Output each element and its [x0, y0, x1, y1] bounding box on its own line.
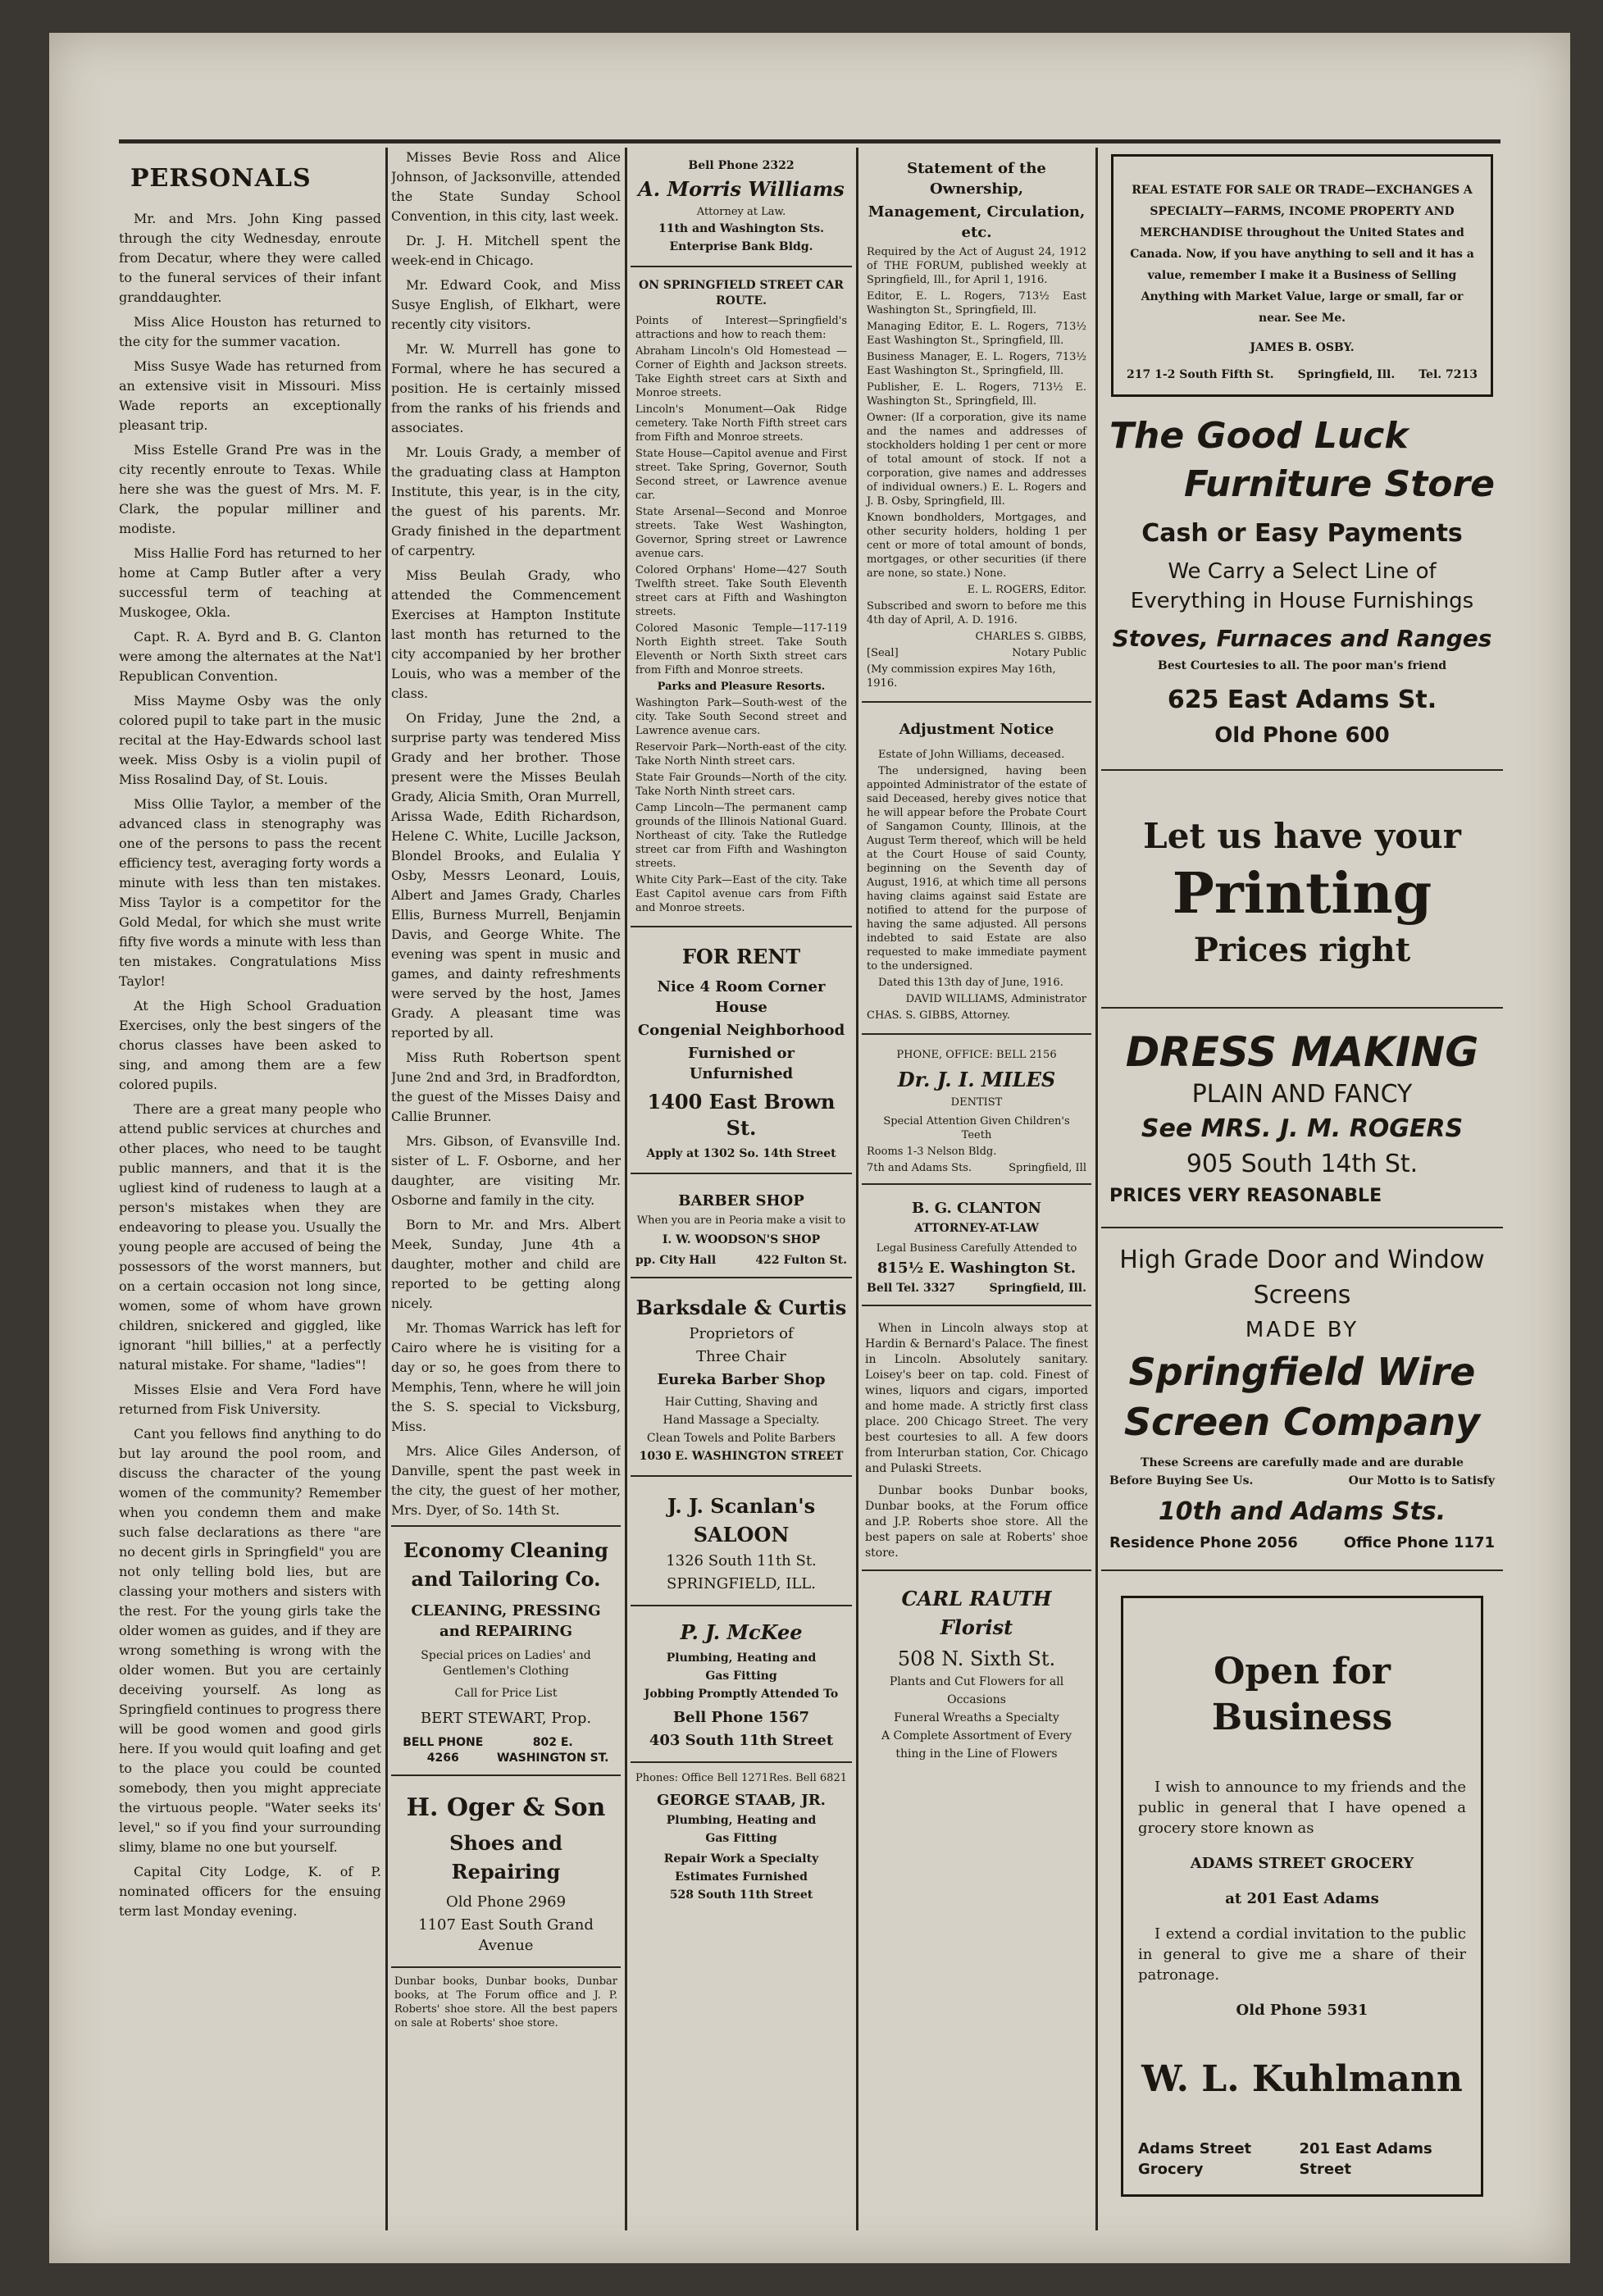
grocery-ad: [1121, 1596, 1483, 2197]
paragraph: Mr. Edward Cook, and Miss Susye English, of Elkhart, were recently city visitors.: [391, 277, 621, 332]
ad-line: Plumbing, Heating and: [666, 1651, 817, 1665]
ad-line: 11th and Washington Sts.: [658, 222, 825, 235]
ad-line: Best Courtesies to all. The poor man's friend: [1157, 659, 1447, 672]
ad-title: Barksdale & Curtis: [635, 1296, 847, 1319]
ad-title: GEORGE STAAB, JR.: [657, 1792, 826, 1809]
ad-line: Jobbing Promptly Attended To: [644, 1688, 839, 1701]
notice-body: The undersigned, having been appointed Administrator of the estate of said Deceased, hereby gives notice that he will appear before the Probate Court of Sangamon County, Illinois, at the August Term thereof, which will be held at the Court House of said County, beginning on the Seventh day of August, 1916, at which time all persons having claims against said Estate are notified to attend for the purpose of having the same adjusted. All persons indebted to said Estate are also requested to make immediate payment to the undersigned.: [867, 765, 1086, 973]
paragraph: Mr. and Mrs. John King passed through the city Wednesday, enroute from Decatur, where they were called to the funeral services of their infant granddaughter.: [119, 211, 381, 305]
paragraph: State Arsenal—Second and Monroe streets. Take West Washington, Governor, Spring street or Lawrence avenue cars.: [635, 506, 847, 560]
williams-attorney-ad: [631, 148, 852, 267]
ad-line: Our Motto is to Satisfy: [1348, 1474, 1495, 1487]
paragraph: Lincoln's Monument—Oak Ridge cemetery. Take North Fifth street cars from Fifth and Monroe streets.: [635, 403, 847, 444]
ad-line: Springfield, Ill.: [1297, 368, 1396, 381]
ad-title: Open for Business: [1211, 1651, 1393, 1738]
ad-phone: Old Phone 2969: [445, 1893, 567, 1911]
ad-phone: Old Phone 600: [1214, 723, 1390, 748]
paragraph: Publisher, E. L. Rogers, 713½ E. Washington St., Springfield, Ill.: [867, 381, 1086, 408]
statement-expires: (My commission expires May 16th, 1916.: [867, 663, 1056, 690]
ad-title: P. J. McKee: [680, 1620, 803, 1644]
ad-line: ATTORNEY-AT-LAW: [914, 1222, 1039, 1235]
notice-title: Adjustment Notice: [899, 721, 1054, 738]
notice-line: DAVID WILLIAMS, Administrator: [905, 993, 1086, 1005]
ad-phone: Bell Tel. 3327: [867, 1282, 956, 1295]
ad-phone: Bell Phone 1567: [672, 1709, 810, 1726]
for-rent-ad: [631, 927, 852, 1174]
paragraph: Business Manager, E. L. Rogers, 713½ East Washington St., Springfield, Ill.: [867, 351, 1086, 377]
paragraph: There are a great many people who attend public services at churches and other places, who need to be taught public manners, and that it is the ugliest kind of rudeness to laugh at a person's mistakes when they are endeavoring to please you. Usually the young people are accused of being the possessors of the worst manners, but on a certain occasion not long since, women, some of whom have grown children, snickered and giggled, like ignorant "hill billies," at a perfectly natural mistake. For shame, "ladies"!: [119, 1101, 381, 1373]
ad-line: PRICES VERY REASONABLE: [1109, 1186, 1382, 1206]
wire-screen-ad: [1101, 1228, 1503, 1571]
ad-line: I wish to announce to my friends and the public in general that I have opened a grocery store known as: [1138, 1779, 1466, 1837]
ad-line: Legal Business Carefully Attended to: [876, 1242, 1077, 1255]
ad-line: Clean Towels and Polite Barbers: [646, 1432, 836, 1445]
statement-title: Statement of the Ownership,: [907, 160, 1046, 198]
paragraph: Misses Bevie Ross and Alice Johnson, of Jacksonville, attended the State Sunday School Convention, in this city, last week.: [391, 149, 621, 224]
ad-phone: Res. Bell 6821: [768, 1772, 847, 1784]
paragraph: Owner: (If a corporation, give its name and the names and addresses of stockholders holding 1 per cent or more of total amount of stock. If not a corporation, give names and addresses of individual owners.) E. L. Rogers and J. B. Osby, Springfield, Ill.: [867, 412, 1086, 508]
ad-line: Attorney at Law.: [696, 206, 786, 218]
ad-address: 1326 South 11th St.: [666, 1552, 817, 1569]
paragraph: Miss Estelle Grand Pre was in the city recently enroute to Texas. While here she was the guest of Mrs. M. F. Clark, the popular milliner and modiste.: [119, 442, 381, 536]
paragraph: Editor, E. L. Rogers, 713½ East Washington St., Springfield, Ill.: [867, 290, 1086, 317]
paragraph: State House—Capitol avenue and First street. Take Spring, Governor, South Second street, or Lawrence avenue car.: [635, 448, 847, 502]
ad-line: Call for Price List: [454, 1687, 558, 1700]
ad-title: A. Morris Williams: [638, 177, 845, 201]
ad-address: 7th and Adams Sts.: [867, 1162, 972, 1174]
ad-address: 10th and Adams Sts.: [1158, 1497, 1446, 1526]
ad-line: Shoes and: [449, 1831, 562, 1855]
lincoln-notice: When in Lincoln always stop at Hardin & Bernard's Palace. The finest in Lincoln. Absolutely sanitary. Loisey's beer on tap. cold. Finest of wines, liquors and cigars, imported and home made. A strictly first class place. 200 Chicago Street. The very best courtesies to all. A few doors from Interurban station, Cor. Chicago and Pulaski Streets.: [865, 1322, 1088, 1475]
paragraph: Cant you fellows find anything to do but lay around the pool room, and discuss the character of the young women of the community? Remember when you condemn them and make such false declarations as there "are no decent girls in Springfield" you are not only telling bold lies, but are classing your mothers and sisters with the rest. For the young girls take the older women as guides, and if they are wrong something is wrong with the older women. But you are certainly deceiving yourself. As long as Springfield continues to progress there will be good women and good girls here. If you would quit loafing and get to the place you could be counted somebody, then you might appreciate the virtuous people. "Water seeks its' level," so if you find your surrounding slimy, blame no one but yourself.: [119, 1426, 381, 1855]
ad-line: See MRS. J. M. ROGERS: [1141, 1114, 1464, 1143]
ad-address: 1030 E. WASHINGTON STREET: [639, 1450, 844, 1463]
ad-phone: Residence Phone 2056: [1109, 1534, 1298, 1551]
ad-row: [1127, 367, 1478, 383]
ad-address: 815½ E. Washington St.: [877, 1260, 1077, 1277]
route-items: [635, 344, 847, 677]
paragraph: Capt. R. A. Byrd and B. G. Clanton were among the alternates at the Nat'l Republican Convention.: [119, 629, 381, 684]
ad-line: thing in the Line of Flowers: [895, 1747, 1058, 1761]
ad-address: 1400 East Brown St.: [647, 1090, 836, 1140]
ad-title: and Tailoring Co.: [411, 1567, 601, 1591]
ad-line: Apply at 1302 So. 14th Street: [646, 1147, 836, 1160]
ad-phone: Bell Phone 2322: [688, 159, 795, 172]
dunbar-notice: Dunbar books Dunbar books, Dunbar books, at the Forum office and J.P. Roberts shoe store. All the best papers on sale at Roberts' shoe store.: [865, 1484, 1088, 1560]
ad-row: [396, 1735, 616, 1766]
ad-title: CARL RAUTH: [901, 1587, 1052, 1610]
paragraph: Miss Susye Wade has returned from an extensive visit in Missouri. Miss Wade reports an exceptionally pleasant trip.: [119, 358, 381, 433]
statement-seal: [Seal]: [867, 647, 899, 659]
ad-line: Funeral Wreaths a Specialty: [894, 1711, 1059, 1724]
ad-row: [1109, 1533, 1495, 1553]
ad-line: Repair Work a Specialty: [663, 1852, 819, 1866]
ad-line: Congenial Neighborhood: [637, 1022, 845, 1039]
ad-phone: Tel. 7213: [1419, 368, 1478, 381]
dress-making-ad: [1101, 1009, 1503, 1228]
paragraph: Mrs. Alice Giles Anderson, of Danville, spent the past week in the city, the guest of her mother, Mrs. Dyer, of So. 14th St.: [391, 1443, 621, 1518]
column-two: [391, 148, 621, 2230]
ad-line: Stoves, Furnaces and Ranges: [1112, 625, 1492, 652]
column-rule: [1095, 148, 1098, 2230]
ad-body: REAL ESTATE FOR SALE OR TRADE—EXCHANGES A SPECIALTY—FARMS, INCOME PROPERTY AND MERCHANDISE throughout the United States and Canada. Now, if you have anything to sell and it has a value, remember I make it a Business of Selling Anything with Market Value, large or small, far or near. See Me.: [1130, 184, 1474, 325]
ad-address: 422 Fulton St.: [755, 1254, 847, 1267]
paragraph: Colored Masonic Temple—117-119 North Eighth street. Take South Eleventh or North Sixth street cars from Fifth and Monroe streets.: [635, 622, 847, 676]
paragraph: Mr. W. Murrell has gone to Formal, where he has secured a position. He is certainly missed from the ranks of his friends and associates.: [391, 341, 621, 435]
paragraph: White City Park—East of the city. Take East Capitol avenue cars from Fifth and Monroe streets.: [635, 874, 847, 914]
paragraph: Colored Orphans' Home—427 South Twelfth street. Take South Eleventh street cars at Fifth and Washington streets.: [635, 564, 847, 618]
paragraph: Miss Ollie Taylor, a member of the advanced class in stenography was one of the persons to pass the recent efficiency test, averaging forty words a minute with less than ten mistakes. Miss Taylor is a competitor for the Gold Medal, for which she must write fifty five words a minute with less than ten mistakes. Congratulations Miss Taylor!: [119, 796, 381, 989]
paragraph: Born to Mr. and Mrs. Albert Meek, Sunday, June 4th a daughter, mother and child are reported to be getting along nicely.: [391, 1217, 621, 1311]
ad-line: Three Chair: [696, 1348, 786, 1365]
ad-address: 217 1-2 South Fifth St.: [1127, 368, 1274, 381]
ad-row: [635, 1253, 847, 1269]
ad-row: [1138, 2139, 1466, 2180]
column-rule: [856, 148, 858, 2230]
ad-phone: Phones: Office Bell 1271: [635, 1772, 769, 1784]
ad-line: ADAMS STREET GROCERY: [1190, 1855, 1414, 1872]
ad-line: MADE BY: [1245, 1318, 1359, 1342]
column-personals: [119, 148, 381, 2230]
ad-line: I extend a cordial invitation to the public in general to give me a share of their patronage.: [1138, 1925, 1466, 1984]
ad-line: Hair Cutting, Shaving and: [664, 1396, 818, 1409]
column-rule: [385, 148, 388, 2230]
ad-line: Hand Massage a Specialty.: [663, 1414, 820, 1427]
statement-notary: CHARLES S. GIBBS,: [975, 631, 1086, 643]
ad-address: 508 N. Sixth St.: [897, 1647, 1056, 1670]
paragraph: Dr. J. H. Mitchell spent the week-end in Chicago.: [391, 233, 621, 268]
ad-phone: Office Phone 1171: [1343, 1534, 1495, 1551]
notice-line: CHAS. S. GIBBS, Attorney.: [867, 1009, 1010, 1022]
ad-owner: W. L. Kuhlmann: [1141, 2058, 1463, 2100]
ad-line: Repairing: [451, 1860, 561, 1884]
personals-heading: PERSONALS: [130, 164, 312, 193]
ad-title: JAMES B. OSBY.: [1250, 341, 1355, 354]
paragraph: Abraham Lincoln's Old Homestead —Corner of Eighth and Jackson streets. Take Eighth street cars at Sixth and Monroe streets.: [635, 345, 847, 399]
ad-line: Enterprise Bank Bldg.: [669, 240, 813, 253]
ad-line: CLEANING, PRESSING and REPAIRING: [411, 1602, 601, 1640]
ad-line: Screens: [1253, 1281, 1351, 1310]
park-items: [635, 696, 847, 915]
paragraph: Miss Alice Houston has returned to the city for the summer vacation.: [119, 314, 381, 349]
paragraph: Mr. Thomas Warrick has left for Cairo where he is visiting for a day or so, he goes from there to Memphis, Tenn, where he will join the S. S. special to Vicksburg, Miss.: [391, 1320, 621, 1434]
ad-phone: BELL PHONE 4266: [403, 1736, 484, 1765]
ad-line: Let us have your: [1143, 816, 1461, 856]
barber-shop-ad: [631, 1174, 852, 1278]
dunbar-notice: Dunbar books, Dunbar books, Dunbar books, at The Forum office and J. P. Roberts' shoe store. All the best papers on sale at Roberts' shoe store.: [394, 1975, 617, 2029]
ad-line: pp. City Hall: [635, 1254, 717, 1267]
statement-signature: E. L. ROGERS, Editor.: [967, 584, 1086, 596]
paragraph: Miss Hallie Ford has returned to her home at Camp Butler after a very successful term of teaching at Muskogee, Okla.: [119, 545, 381, 620]
parks-heading: Parks and Pleasure Resorts.: [657, 681, 826, 693]
ad-line: Florist: [940, 1615, 1013, 1639]
ad-line: DENTIST: [950, 1096, 1003, 1109]
barksdale-curtis-ad: [631, 1278, 852, 1477]
ad-title: B. G. CLANTON: [912, 1200, 1041, 1217]
mckee-plumbing-ad: [631, 1606, 852, 1763]
ad-line: Gas Fitting: [705, 1832, 777, 1845]
paragraph: Known bondholders, Mortgages, and other security holders, holding 1 per cent or more of total amount of bonds, mortgages, or other securities (if there are none, so state.) None.: [867, 512, 1086, 580]
ad-line: A Complete Assortment of Every: [881, 1729, 1072, 1742]
ad-line: Springfield, Ill.: [989, 1282, 1086, 1295]
top-rule: [119, 139, 1501, 144]
notice-line: Dated this 13th day of June, 1916.: [878, 977, 1063, 989]
scanlan-saloon-ad: [631, 1477, 852, 1606]
street-car-route: [631, 267, 852, 927]
ad-title: The Good Luck: [1109, 415, 1409, 457]
paragraph: At the High School Graduation Exercises, only the best singers of the chorus classes have been asked to sing, and among them are a few colored pupils.: [119, 998, 381, 1092]
ad-address: 1107 East South Grand Avenue: [418, 1916, 594, 1954]
oger-shoes-ad: [391, 1776, 621, 1968]
ad-title: Printing: [1172, 861, 1432, 927]
ad-line: Rooms 1-3 Nelson Bldg.: [867, 1146, 997, 1158]
ad-row: [867, 1161, 1086, 1175]
ad-line: Before Buying See Us.: [1109, 1474, 1254, 1487]
ad-title: FOR RENT: [681, 945, 801, 968]
ad-line: PLAIN AND FANCY: [1191, 1080, 1413, 1109]
ad-line: BERT STEWART, Prop.: [420, 1710, 592, 1727]
column-five: [1101, 148, 1503, 2230]
ad-line: Special Attention Given Children's Teeth: [883, 1115, 1070, 1141]
paragraph: On Friday, June the 2nd, a surprise party was tendered Miss Grady and her brother. Those present were the Misses Beulah Grady, Alicia Smith, Oran Murrell, Arissa Wade, Edith Richardson, Helene C. White, Lucille Jackson, Blondel Brooks, and Eulalia Y Osby, Messrs Leonard, Louis, Albert and James Grady, Charles Ellis, Burness Murrell, Benjamin Davis, and George White. The evening was spent in music and games, and dainty refreshments were served by the host, James Grady. A pleasant time was reported by all.: [391, 710, 621, 1041]
ad-title: H. Oger & Son: [406, 1793, 606, 1822]
paragraph: Washington Park—South-west of the city. Take South Second street and Lawrence avenue cars.: [635, 697, 847, 737]
newspaper-page: [49, 33, 1570, 2263]
personals-list: [119, 209, 381, 1921]
column-rule: [625, 148, 627, 2230]
paragraph: Managing Editor, E. L. Rogers, 713½ East Washington St., Springfield, Ill.: [867, 321, 1086, 347]
statement-title: Management, Circulation, etc.: [868, 203, 1086, 241]
paragraph: Mr. Louis Grady, a member of the graduating class at Hampton Institute, this year, is in the city, the guest of his parents. Mr. Grady finished in the department of carpentry.: [391, 444, 621, 558]
osby-real-estate-ad: [1111, 154, 1493, 397]
paragraph: Capital City Lodge, K. of P. nominated officers for the ensuing term last Monday evening.: [119, 1864, 381, 1919]
statement-row: [867, 646, 1086, 660]
ad-line: Nice 4 Room Corner House: [657, 978, 826, 1016]
ad-address: at 201 East Adams: [1225, 1890, 1379, 1907]
ad-title: Springfield Wire: [1128, 1350, 1476, 1394]
paragraph: Miss Beulah Grady, who attended the Commencement Exercises at Hampton Institute last month has returned to the city accompanied by her brother Louis, who was a member of the class.: [391, 567, 621, 701]
ad-title: J. J. Scanlan's: [667, 1494, 816, 1518]
ad-phone: Old Phone 5931: [1236, 2002, 1368, 2019]
route-intro: Points of Interest—Springfield's attractions and how to reach them:: [635, 315, 847, 341]
paragraph: Required by the Act of August 24, 1912 of THE FORUM, published weekly at Springfield, Ill., for April 1, 1916.: [867, 246, 1086, 286]
notice-line: Estate of John Williams, deceased.: [878, 749, 1065, 761]
ad-line: High Grade Door and Window: [1119, 1246, 1485, 1274]
clanton-attorney-ad: [862, 1185, 1091, 1306]
ad-row: [867, 1281, 1086, 1296]
ad-line: Occasions: [947, 1693, 1006, 1706]
adjustment-notice: [862, 703, 1091, 1035]
ad-address: 802 E. WASHINGTON ST.: [496, 1736, 609, 1765]
ad-line: I. W. WOODSON'S SHOP: [662, 1233, 821, 1246]
ad-phone: PHONE, OFFICE: BELL 2156: [896, 1049, 1057, 1061]
ad-address: 528 South 11th Street: [669, 1888, 813, 1902]
ad-line: Prices right: [1193, 931, 1411, 969]
ad-title: DRESS MAKING: [1125, 1028, 1479, 1076]
route-heading: ON SPRINGFIELD STREET CAR ROUTE.: [639, 279, 844, 308]
column-three: [631, 148, 852, 2230]
ad-line: These Screens are carefully made and are durable: [1141, 1456, 1464, 1469]
statement-body: [867, 245, 1086, 581]
ownership-statement: [862, 148, 1091, 703]
ad-line: Plants and Cut Flowers for all: [889, 1675, 1064, 1688]
economy-cleaning-ad: [391, 1525, 621, 1776]
ad-line: SPRINGFIELD, ILL.: [667, 1575, 816, 1592]
ad-line: Eureka Barber Shop: [657, 1371, 826, 1388]
ad-line: Cash or Easy Payments: [1141, 519, 1463, 548]
ad-title: Dr. J. I. MILES: [897, 1068, 1056, 1091]
ad-address: 625 East Adams St.: [1167, 686, 1437, 714]
printing-ad: [1101, 771, 1503, 1009]
ad-line: Plumbing, Heating and: [666, 1814, 817, 1827]
paragraph: Camp Lincoln—The permanent camp grounds of the Illinois National Guard. Northeast of city. Take the Rutledge street car from Fifth and Washington streets.: [635, 802, 847, 870]
paragraph: Miss Mayme Osby was the only colored pupil to take part in the music recital at the Hay-Edwards school last week. Miss Osby is a violin pupil of Miss Rosalind Day, of St. Louis.: [119, 693, 381, 787]
personals-continued: [391, 148, 621, 1520]
ad-line: Adams Street Grocery: [1138, 2140, 1252, 2178]
ad-line: We Carry a Select Line of Everything in House Furnishings: [1130, 559, 1474, 613]
statement-notary-public: Notary Public: [1012, 647, 1086, 659]
good-luck-furniture-ad: [1101, 413, 1503, 771]
ad-title: Economy Cleaning: [403, 1538, 608, 1562]
ad-line: When you are in Peoria make a visit to: [636, 1214, 846, 1227]
ad-line: SALOON: [693, 1523, 790, 1547]
paragraph: Misses Elsie and Vera Ford have returned from Fisk University.: [119, 1382, 381, 1417]
paragraph: Mrs. Gibson, of Evansville Ind. sister of L. F. Osborne, and her daughter, are visiting Mr. Osborne and family in the city.: [391, 1133, 621, 1208]
statement-sworn: Subscribed and sworn to before me this 4th day of April, A. D. 1916.: [867, 600, 1086, 626]
ad-line: Proprietors of: [689, 1325, 794, 1342]
paragraph: Reservoir Park—North-east of the city. Take North Ninth street cars.: [635, 741, 847, 768]
paragraph: State Fair Grounds—North of the city. Take North Ninth street cars.: [635, 772, 847, 798]
rauth-florist-ad: [862, 1569, 1091, 1773]
paragraph: Miss Ruth Robertson spent June 2nd and 3rd, in Bradfordton, the guest of the Misses Daisy and Callie Brunner.: [391, 1050, 621, 1124]
ad-title: Furniture Store: [1184, 463, 1495, 505]
staab-plumbing-ad: [631, 1763, 852, 1914]
column-four: [862, 148, 1091, 2230]
ad-title: BARBER SHOP: [678, 1192, 804, 1210]
ad-line: Gas Fitting: [705, 1670, 777, 1683]
ad-address: 201 East Adams Street: [1299, 2140, 1432, 2178]
ad-line: Estimates Furnished: [675, 1870, 808, 1884]
ad-address: 905 South 14th St.: [1186, 1150, 1419, 1178]
ad-line: Springfield, Ill: [1009, 1162, 1086, 1174]
ad-row: [635, 1771, 847, 1785]
ad-line: Special prices on Ladies' and Gentlemen's Clothing: [421, 1649, 591, 1678]
miles-dentist-ad: [862, 1035, 1091, 1185]
ad-line: Furnished or Unfurnished: [688, 1045, 795, 1082]
ad-row: [1109, 1474, 1495, 1489]
ad-title: Screen Company: [1123, 1400, 1481, 1444]
ad-address: 403 South 11th Street: [649, 1732, 834, 1749]
